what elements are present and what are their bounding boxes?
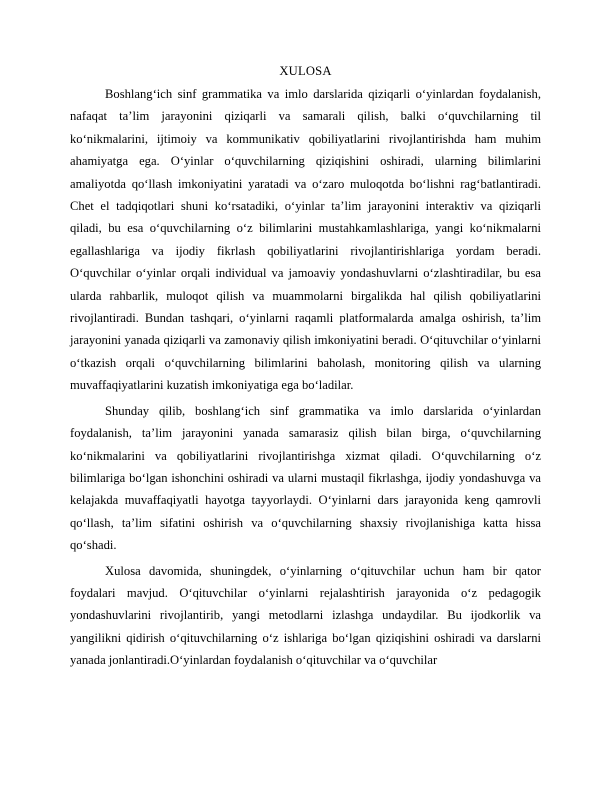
- paragraph-1: Boshlang‘ich sinf grammatika va imlo darslarida qiziqarli o‘yinlardan foydalanish, nafaqat ta’lim jarayonini qiziqarli va samarali qilish, balki o‘quvchilarning til ko‘nikmalarini, ijtimoiy va kommunikativ qobiliyatlarini rivojlantirishda ham muhim ahamiyatga ega. O‘yinlar o‘quvchilarning qiziqishini oshiradi, ularning bilimlarini amaliyotda qo‘llash imkoniyatini yaratadi va o‘zaro muloqotda bo‘lishni rag‘batlantiradi. Chet el tadqiqotlari shuni ko‘rsatadiki, o‘yinlar ta’lim jarayonini interaktiv va qiziqarli qiladi, bu esa o‘quvchilarning o‘z bilimlarini mustahkamlashlariga, yangi ko‘nikmalarni egallashlariga va ijodiy fikrlash qobiliyatlarini rivojlantirishlariga yordam beradi. O‘quvchilar o‘yinlar orqali individual va jamoaviy yondashuvlarni o‘zlashtiradilar, bu esa ularda rahbarlik, muloqot qilish va muammolarni birgalikda hal qilish qobiliyatlarini rivojlantiradi. Bundan tashqari, o‘yinlarni raqamli platformalarda amalga oshirish, ta’lim jarayonini yanada qiziqarli va zamonaviy qilish imkoniyatini beradi. O‘qituvchilar o‘yinlarni o‘tkazish orqali o‘quvchilarning bilimlarini baholash, monitoring qilish va ularning muvaffaqiyatlarini kuzatish imkoniyatiga ega bo‘ladilar.: [70, 87, 541, 393]
- paragraph-3: Xulosa davomida, shuningdek, o‘yinlarning o‘qituvchilar uchun ham bir qator foydalari mavjud. O‘qituvchilar o‘yinlarni rejalashtirish jarayonida o‘z pedagogik yondashuvlarini rivojlantirib, yangi metodlarni izlashga undaydilar. Bu ijodkorlik va yangilikni qidirish o‘qituvchilarning o‘z ishlariga bo‘lgan qiziqishini oshiradi va darslarni yanada jonlantiradi.O‘yinlardan foydalanish o‘qituvchilar va o‘quvchilar: [70, 563, 541, 668]
- document-page: [70, 64, 541, 675]
- document-title: XULOSA: [279, 64, 332, 78]
- paragraph-2: Shunday qilib, boshlang‘ich sinf grammatika va imlo darslarida o‘yinlardan foydalanish, ta’lim jarayonini yanada samarasiz qilish bilan birga, o‘quvchilarning ko‘nikmalarini va qobiliyatlarini rivojlantirishga xizmat qiladi. O‘quvchilarning o‘z bilimlariga bo‘lgan ishonchini oshiradi va ularni mustaqil fikrlashga, ijodiy yondashuvga va kelajakda muvaffaqiyatli hayotga tayyorlaydi. O‘yinlarni dars jarayonida keng qamrovli qo‘llash, ta’lim sifatini oshirish va o‘quvchilarning shaxsiy rivojlanishiga katta hissa qo‘shadi.: [70, 403, 541, 553]
